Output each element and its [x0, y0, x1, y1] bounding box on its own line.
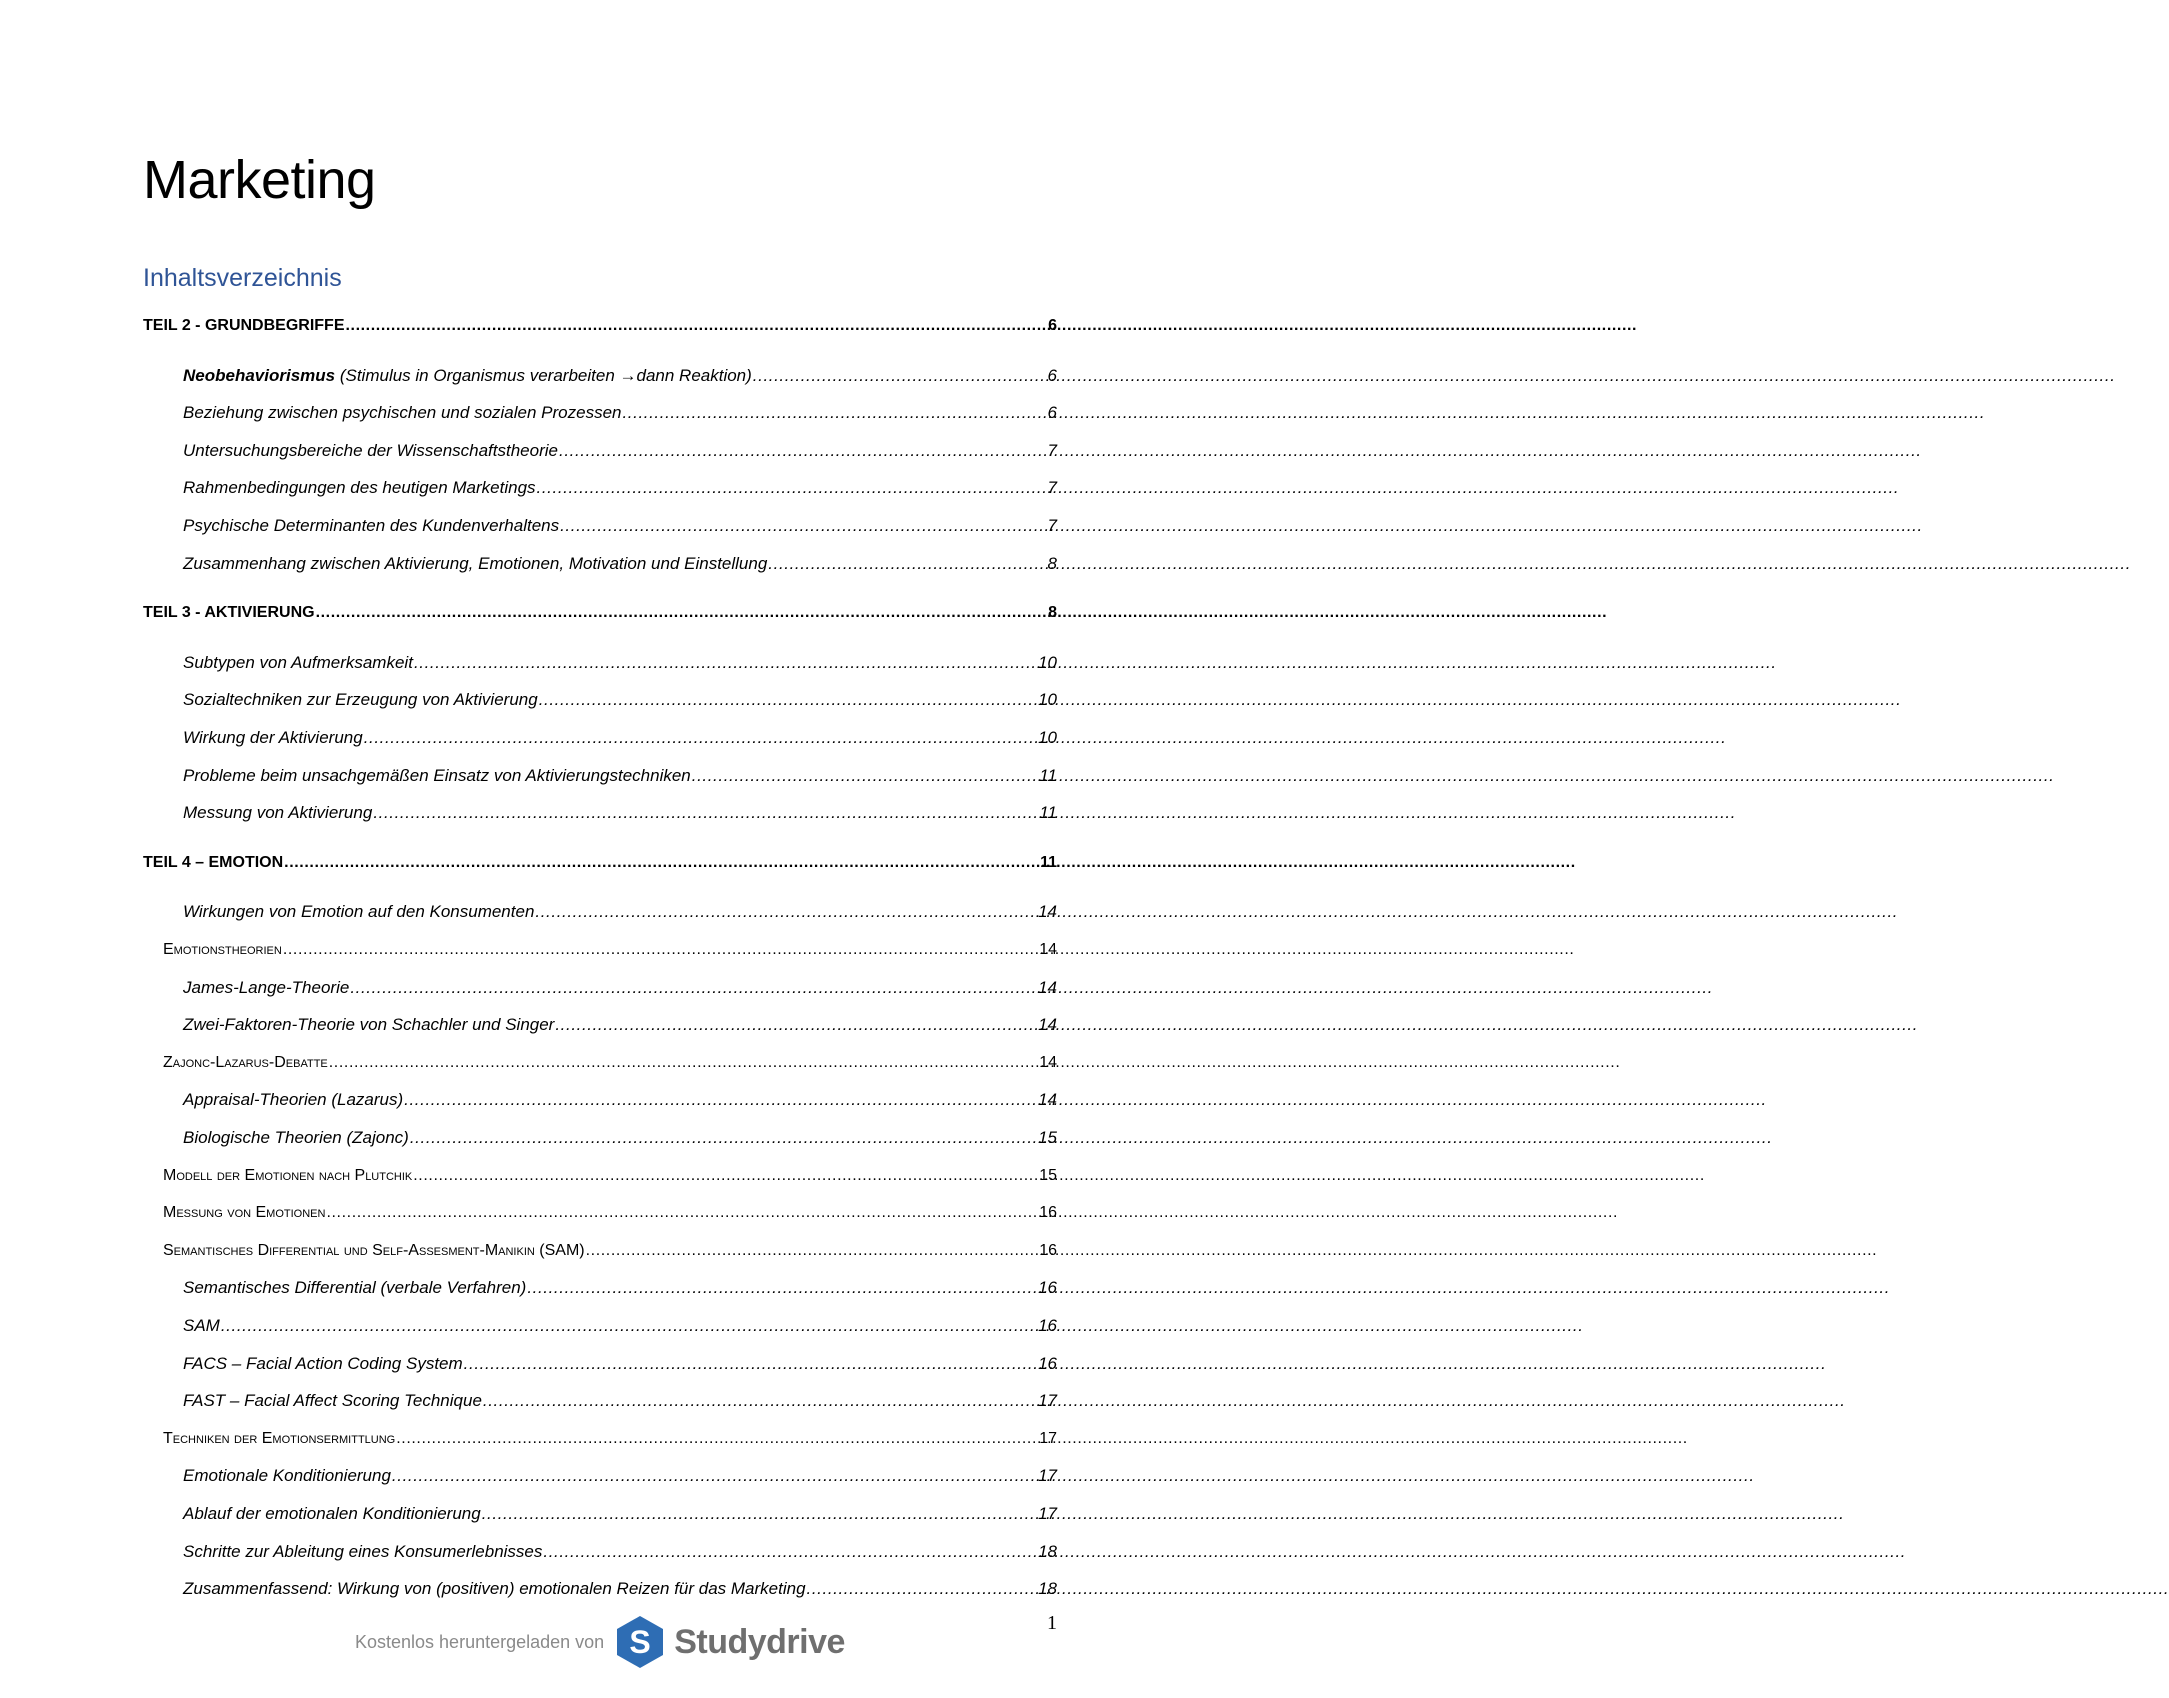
toc-entry[interactable] [183, 1314, 1057, 1338]
document-title: Marketing [143, 150, 376, 210]
toc-dot-leader [622, 401, 1046, 425]
toc-page-number: 6 [1047, 403, 1057, 422]
toc-dot-leader [768, 552, 1046, 576]
toc-entry[interactable] [183, 1502, 1057, 1526]
toc-dot-leader [539, 688, 1037, 712]
toc-page-number: 8 [1047, 554, 1057, 573]
toc-dot-leader [373, 801, 1038, 825]
toc-page-number: 8 [1048, 604, 1057, 621]
toc-entry[interactable] [183, 1577, 1057, 1601]
toc-entry[interactable] [143, 851, 1057, 875]
toc-entry-label: Zajonc-Lazarus-Debatte [163, 1054, 328, 1071]
toc-entry[interactable] [183, 552, 1057, 576]
toc-entry-label [183, 364, 752, 388]
toc-dot-leader [404, 1088, 1037, 1112]
toc-entry[interactable] [183, 439, 1057, 463]
svg-text:S: S [629, 1624, 651, 1660]
toc-dot-leader [414, 651, 1037, 675]
toc-entry[interactable] [163, 938, 1057, 962]
footer-branding[interactable] [355, 1612, 845, 1672]
toc-entry[interactable] [183, 1464, 1057, 1488]
toc-page-number: 6 [1047, 366, 1057, 385]
toc-page-number: 14 [1038, 1015, 1057, 1034]
toc-page-number: 14 [1038, 902, 1057, 921]
toc-dot-leader [464, 1352, 1037, 1376]
toc-entry-label: FAST – Facial Affect Scoring Technique [183, 1391, 482, 1410]
toc-page-number: 14 [1038, 1090, 1057, 1109]
toc-entry-label: Messung von Aktivierung [183, 803, 373, 822]
toc-entry-label: Emotionale Konditionierung [183, 1466, 391, 1485]
toc-entry[interactable] [183, 1126, 1057, 1150]
toc-entry-label: Zwei-Faktoren-Theorie von Schachler und Singer [183, 1015, 555, 1034]
toc-page-number: 14 [1039, 941, 1057, 958]
toc-page-number: 6 [1048, 317, 1057, 334]
toc-entry[interactable] [183, 401, 1057, 425]
toc-entry-label-bold: Neobehaviorismus [183, 366, 336, 385]
toc-entry-label: Messung von Emotionen [163, 1204, 326, 1221]
toc-dot-leader [364, 726, 1037, 750]
toc-dot-leader [559, 439, 1047, 463]
toc-dot-leader [392, 1464, 1037, 1488]
toc-entry-label: TEIL 3 - AKTIVIERUNG [143, 604, 315, 621]
toc-entry[interactable] [183, 651, 1057, 675]
toc-page-number: 17 [1039, 1430, 1057, 1447]
toc-dot-leader [410, 1126, 1037, 1150]
toc-page-number: 11 [1039, 803, 1057, 822]
page-number: 1 [1047, 1612, 1057, 1634]
toc-entry-label: Ablauf der emotionalen Konditionierung [183, 1504, 481, 1523]
toc-dot-leader [346, 314, 1048, 338]
toc-entry-label: SAM [183, 1316, 220, 1335]
footer-text: Kostenlos heruntergeladen von [355, 1631, 605, 1652]
toc-entry[interactable] [183, 476, 1057, 500]
toc-heading: Inhaltsverzeichnis [143, 264, 342, 292]
toc-entry-label: Zusammenhang zwischen Aktivierung, Emotionen, Motivation und Einstellung [183, 554, 768, 573]
toc-dot-leader [316, 601, 1048, 625]
toc-page-number: 10 [1038, 690, 1057, 709]
toc-entry[interactable] [163, 1164, 1057, 1188]
toc-page-number: 15 [1039, 1167, 1057, 1184]
toc-entry[interactable] [183, 1540, 1057, 1564]
toc-page-number: 16 [1039, 1242, 1057, 1259]
toc-page-number: 14 [1039, 1054, 1057, 1071]
toc-entry-label: Emotionstheorien [163, 941, 282, 958]
toc-entry-label: Wirkung der Aktivierung [183, 728, 363, 747]
toc-page-number: 17 [1038, 1504, 1057, 1523]
toc-entry[interactable] [183, 801, 1057, 825]
toc-entry[interactable] [183, 976, 1057, 1000]
toc-page-number: 10 [1038, 653, 1057, 672]
toc-dot-leader [326, 1201, 1038, 1225]
toc-entry[interactable] [163, 1427, 1057, 1451]
toc-dot-leader [560, 514, 1046, 538]
toc-entry-label: Biologische Theorien (Zajonc) [183, 1128, 409, 1147]
toc-entry-label: Semantisches Differential und Self-Assesment-Manikin (SAM) [163, 1242, 585, 1259]
toc-page-number: 14 [1038, 978, 1057, 997]
toc-dot-leader [586, 1239, 1039, 1263]
toc-entry-label: Subtypen von Aufmerksamkeit [183, 653, 413, 672]
toc-dot-leader [221, 1314, 1037, 1338]
toc-page-number: 17 [1038, 1391, 1057, 1410]
toc-entry[interactable] [163, 1201, 1057, 1225]
toc-page-number: 16 [1039, 1204, 1057, 1221]
toc-dot-leader [350, 976, 1037, 1000]
studydrive-logo-icon [614, 1614, 666, 1670]
footer-brand: Studydrive [674, 1622, 845, 1661]
toc-entry-label: Semantisches Differential (verbale Verfahren) [183, 1278, 527, 1297]
toc-entry[interactable] [183, 1276, 1057, 1300]
toc-page-number: 11 [1039, 766, 1057, 785]
toc-dot-leader [555, 1013, 1037, 1037]
toc-entry[interactable] [183, 764, 1057, 788]
toc-entry[interactable] [183, 514, 1057, 538]
toc-page-number: 18 [1038, 1579, 1057, 1598]
toc-dot-leader [543, 1540, 1037, 1564]
toc-page-number: 11 [1040, 854, 1057, 871]
toc-entry-label: Probleme beim unsachgemäßen Einsatz von Aktivierungstechniken [183, 766, 691, 785]
toc-entry-label: Modell der Emotionen nach Plutchik [163, 1167, 413, 1184]
toc-dot-leader [535, 900, 1037, 924]
toc-dot-leader [329, 1051, 1038, 1075]
toc-dot-leader [396, 1427, 1038, 1451]
toc-dot-leader [753, 364, 1047, 388]
toc-page-number: 18 [1038, 1542, 1057, 1561]
toc-dot-leader [483, 1389, 1037, 1413]
toc-entry-label: TEIL 2 - GRUNDBEGRIFFE [143, 317, 345, 334]
toc-dot-leader [482, 1502, 1037, 1526]
toc-entry[interactable] [183, 726, 1057, 750]
toc-entry-label: Appraisal-Theorien (Lazarus) [183, 1090, 404, 1109]
toc-entry[interactable] [183, 1352, 1057, 1376]
toc-entry[interactable] [183, 1013, 1057, 1037]
toc-entry[interactable] [183, 1389, 1057, 1413]
toc-entry-label: Beziehung zwischen psychischen und sozialen Prozessen [183, 403, 622, 422]
toc-entry-label: FACS – Facial Action Coding System [183, 1354, 463, 1373]
toc-dot-leader [284, 851, 1039, 875]
toc-entry-label: Untersuchungsbereiche der Wissenschaftstheorie [183, 441, 558, 460]
toc-entry[interactable] [163, 1051, 1057, 1075]
toc-page-number: 15 [1038, 1128, 1057, 1147]
toc-dot-leader [807, 1577, 1038, 1601]
toc-entry[interactable] [183, 364, 1057, 388]
toc-entry-label: Rahmenbedingungen des heutigen Marketings [183, 478, 536, 497]
toc-page-number: 7 [1047, 478, 1057, 497]
toc-dot-leader [527, 1276, 1037, 1300]
toc-entry-label: Wirkungen von Emotion auf den Konsumenten [183, 902, 535, 921]
toc-entry-label: James-Lange-Theorie [183, 978, 350, 997]
toc-entry[interactable] [183, 1088, 1057, 1112]
toc-entry-label: Psychische Determinanten des Kundenverhaltens [183, 516, 560, 535]
toc-dot-leader [283, 938, 1038, 962]
toc-entry-label: Techniken der Emotionsermittlung [163, 1430, 396, 1447]
toc-page-number: 16 [1038, 1354, 1057, 1373]
toc-entry-label-rest: (Stimulus in Organismus verarbeiten →dann Reaktion) [335, 366, 752, 385]
toc-entry-label: TEIL 4 – EMOTION [143, 854, 284, 871]
toc-page-number: 7 [1047, 516, 1057, 535]
toc-entry-label: Zusammenfassend: Wirkung von (positiven) emotionalen Reizen für das Marketing [183, 1579, 806, 1598]
toc-dot-leader [692, 764, 1039, 788]
toc-page-number: 16 [1038, 1278, 1057, 1297]
toc-dot-leader [413, 1164, 1038, 1188]
toc-entry[interactable] [163, 1239, 1057, 1263]
toc-page-number: 10 [1038, 728, 1057, 747]
toc-page-number: 17 [1038, 1466, 1057, 1485]
toc-entry[interactable] [143, 314, 1057, 338]
toc-entry-label: Sozialtechniken zur Erzeugung von Aktivierung [183, 690, 538, 709]
toc-entry[interactable] [183, 688, 1057, 712]
toc-entry[interactable] [183, 900, 1057, 924]
toc-dot-leader [537, 476, 1047, 500]
toc-page-number: 7 [1047, 441, 1057, 460]
toc-page-number: 16 [1038, 1316, 1057, 1335]
toc-entry[interactable] [143, 601, 1057, 625]
toc-entry-label: Schritte zur Ableitung eines Konsumerlebnisses [183, 1542, 543, 1561]
